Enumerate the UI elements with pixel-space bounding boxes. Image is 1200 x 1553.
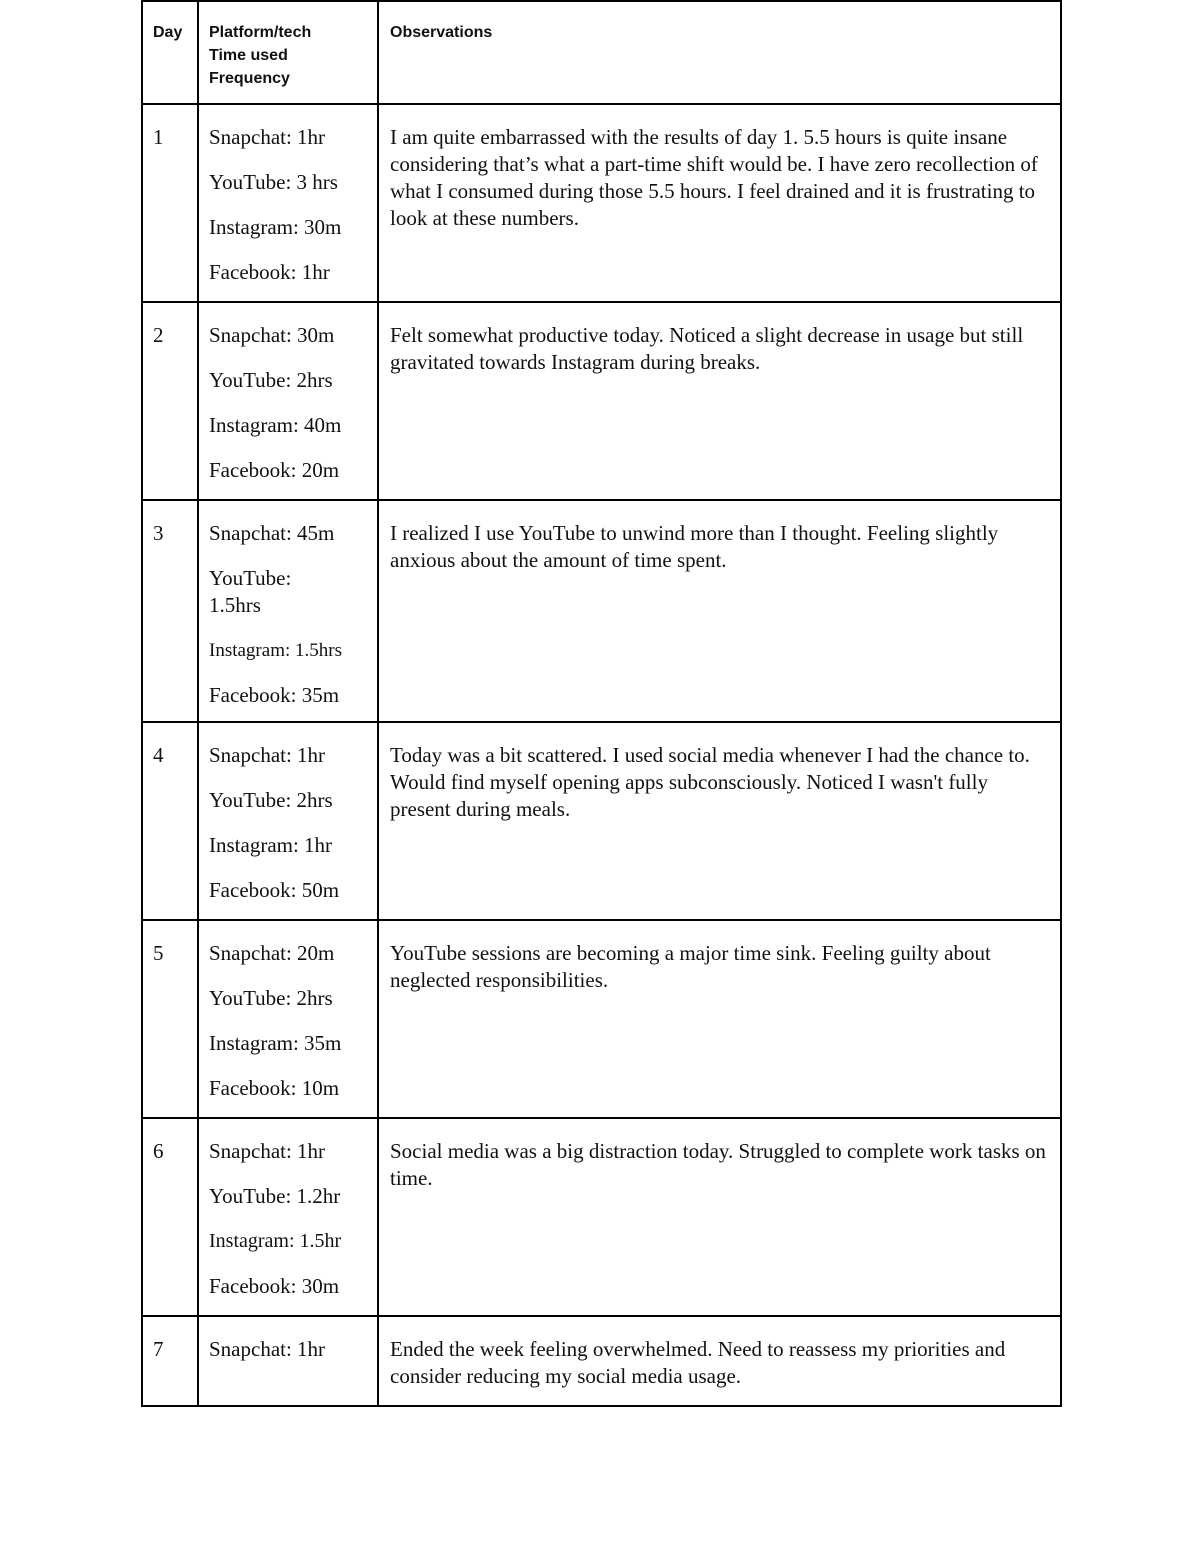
table-row bbox=[142, 1118, 1061, 1316]
platform-cell bbox=[198, 104, 378, 302]
table-header-row bbox=[142, 1, 1061, 104]
observation-cell: I realized I use YouTube to unwind more than I thought. Feeling slightly anxious about the amount of time spent. bbox=[378, 500, 1061, 722]
table-row bbox=[142, 302, 1061, 500]
platform-cell bbox=[198, 1316, 378, 1406]
table-row bbox=[142, 1316, 1061, 1406]
day-cell: 7 bbox=[142, 1316, 198, 1406]
day-cell: 2 bbox=[142, 302, 198, 500]
observation-cell: Ended the week feeling overwhelmed. Need to reassess my priorities and consider reducing my social media usage. bbox=[378, 1316, 1061, 1406]
table-row bbox=[142, 722, 1061, 920]
usage-entry: Snapchat: 20m bbox=[209, 941, 335, 965]
observation-cell: Felt somewhat productive today. Noticed a slight decrease in usage but still gravitated towards Instagram during breaks. bbox=[378, 302, 1061, 500]
platform-cell bbox=[198, 920, 378, 1118]
usage-entry: Facebook: 1hr bbox=[209, 260, 330, 284]
table-row bbox=[142, 920, 1061, 1118]
day-cell: 3 bbox=[142, 500, 198, 722]
header-platform-line: Frequency bbox=[209, 70, 290, 87]
usage-entry: Facebook: 30m bbox=[209, 1274, 340, 1298]
header-platform bbox=[198, 1, 378, 104]
platform-cell bbox=[198, 722, 378, 920]
usage-entry: Instagram: 1.5hr bbox=[209, 1230, 342, 1252]
table-row bbox=[142, 104, 1061, 302]
header-platform-line: Platform/tech bbox=[209, 24, 312, 41]
usage-entry: Facebook: 20m bbox=[209, 458, 340, 482]
usage-entry: YouTube: 2hrs bbox=[209, 368, 333, 392]
usage-entry: Snapchat: 1hr bbox=[209, 743, 326, 767]
usage-entry: Snapchat: 30m bbox=[209, 323, 335, 347]
platform-cell bbox=[198, 500, 378, 722]
day-cell: 6 bbox=[142, 1118, 198, 1316]
usage-entry: YouTube: 1.5hrs bbox=[209, 566, 292, 617]
header-observations: Observations bbox=[378, 1, 1061, 104]
usage-entry: YouTube: 3 hrs bbox=[209, 170, 338, 194]
usage-entry: Snapchat: 1hr bbox=[209, 125, 326, 149]
usage-entry: Facebook: 35m bbox=[209, 683, 340, 707]
platform-cell bbox=[198, 1118, 378, 1316]
usage-entry: YouTube: 1.2hr bbox=[209, 1184, 341, 1208]
usage-entry: Snapchat: 45m bbox=[209, 521, 335, 545]
table-row bbox=[142, 500, 1061, 722]
day-cell: 4 bbox=[142, 722, 198, 920]
usage-entry: YouTube: 2hrs bbox=[209, 986, 333, 1010]
usage-entry: Snapchat: 1hr bbox=[209, 1337, 326, 1361]
observation-cell: I am quite embarrassed with the results of day 1. 5.5 hours is quite insane considering that’s what a part-time shift would be. I have zero recollection of what I consumed during those 5.5 hours. I feel drained and it is frustrating to look at these numbers. bbox=[378, 104, 1061, 302]
usage-entry: Instagram: 1hr bbox=[209, 833, 333, 857]
usage-log-table bbox=[141, 0, 1062, 1407]
platform-cell bbox=[198, 302, 378, 500]
usage-entry: YouTube: 2hrs bbox=[209, 788, 333, 812]
observation-cell: YouTube sessions are becoming a major time sink. Feeling guilty about neglected responsibilities. bbox=[378, 920, 1061, 1118]
usage-entry: Instagram: 35m bbox=[209, 1031, 342, 1055]
header-platform-line: Time used bbox=[209, 47, 288, 64]
usage-entry: Instagram: 30m bbox=[209, 215, 342, 239]
header-day: Day bbox=[142, 1, 198, 104]
day-cell: 5 bbox=[142, 920, 198, 1118]
observation-cell: Social media was a big distraction today. Struggled to complete work tasks on time. bbox=[378, 1118, 1061, 1316]
usage-entry: Instagram: 40m bbox=[209, 413, 342, 437]
usage-entry: Facebook: 50m bbox=[209, 878, 340, 902]
day-cell: 1 bbox=[142, 104, 198, 302]
usage-entry: Instagram: 1.5hrs bbox=[209, 640, 342, 661]
usage-entry: Snapchat: 1hr bbox=[209, 1139, 326, 1163]
observation-cell: Today was a bit scattered. I used social media whenever I had the chance to. Would find myself opening apps subconsciously. Noticed I wasn't fully present during meals. bbox=[378, 722, 1061, 920]
usage-entry: Facebook: 10m bbox=[209, 1076, 340, 1100]
